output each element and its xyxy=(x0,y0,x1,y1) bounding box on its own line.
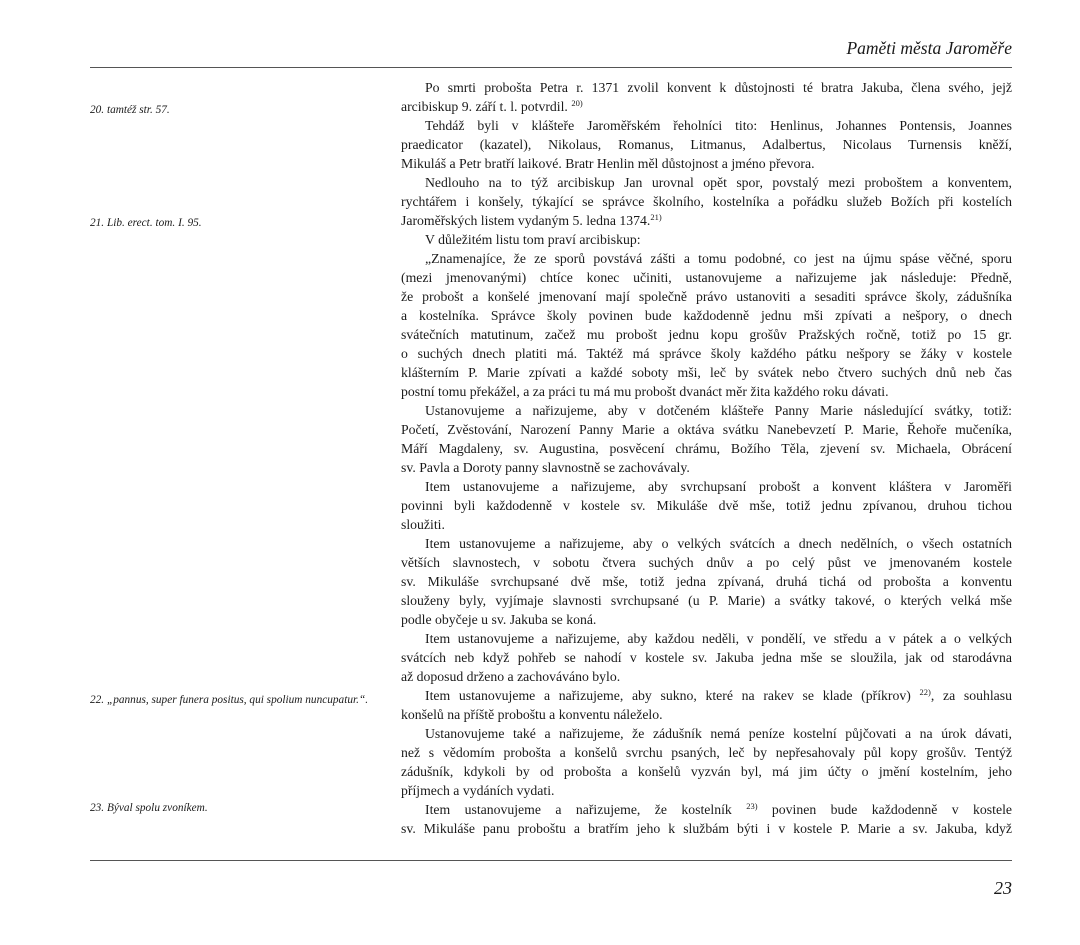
text-segment: Item ustanovujeme a nařizujeme, aby sukno, které na rakev se klade (příkrov) xyxy=(425,688,911,703)
body-text xyxy=(401,78,1012,838)
text-line: než s vědomím probošta a konšelů svrchu psaných, leč by nepřesahovaly půl kopy grošův. Tentýž xyxy=(401,745,1012,760)
text-line: svátcích neb když pohřeb se nahodí v kostele sv. Jakuba jedna mše se sloužila, jak od starodávna xyxy=(401,650,1012,665)
text-line: Ustanovujeme také a nařizujeme, že zádušník nemá peníze kostelní půjčovati a na úrok dávati, xyxy=(425,726,1012,741)
text-line: povinni byli každodenně v kostele sv. Mikuláše dvě mše, totiž jednu zpívanou, druhou tichou xyxy=(401,498,1012,513)
running-header-title: Paměti města Jaroměře xyxy=(846,38,1012,58)
text-line: až doposud drženo a zachováváno bylo. xyxy=(401,669,621,684)
text-line: o suchých dnech platiti má. Taktéž má správce školy každého pátku nešpory se žáky v kostele xyxy=(401,346,1012,361)
text-line xyxy=(401,800,1012,819)
text-line: Máří Magdaleny, sv. Augustina, posvěcení chrámu, Božího Těla, zjevení sv. Michaela, Obrácení xyxy=(401,441,1012,456)
footer-rule xyxy=(90,860,1012,861)
margin-note-23: 23. Býval spolu zvoníkem. xyxy=(90,802,208,814)
margin-note-22: 22. „pannus, super funera positus, qui spolium nuncupatur.“. xyxy=(90,694,369,706)
text-line: Nedlouho na to týž arcibiskup Jan urovnal opět spor, povstalý mezi proboštem a konventem, xyxy=(425,175,1012,190)
footnote-mark-23: 23) xyxy=(746,801,758,811)
margin-note-21: 21. Lib. erect. tom. I. 95. xyxy=(90,217,202,229)
text-line: Početí, Zvěstování, Narození Panny Marie a oktáva svátku Nanebevzetí P. Marie, Řehoře mučeníka, xyxy=(401,422,1012,437)
text-line: větších slavnostech, v sobotu čtvera suchých dnův a po celý půst ve jmenovaném kostele xyxy=(401,555,1012,570)
text-segment: povinen bude každodenně v kostele xyxy=(757,802,1012,817)
text-line: klášterním P. Marie zpívati a každé soboty mši, leč by svátek nebo čtvero suchých dnů neb čas xyxy=(401,365,1012,380)
header-rule xyxy=(90,67,1012,68)
text-line: Tehdáž byli v klášteře Jaroměřském řeholníci tito: Henlinus, Johannes Pontensis, Joannes xyxy=(425,118,1012,133)
text-line: podle obyčeje u sv. Jakuba se koná. xyxy=(401,612,597,627)
footnote-mark-22: 22) xyxy=(919,687,931,697)
text-line: Ustanovujeme a nařizujeme, aby v dotčeném klášteře Panny Marie následující svátky, totiž: xyxy=(425,403,1012,418)
text-line: svátečních matutinum, začež mu probošt jednu kopu grošův Pražských ročně, totiž po 15 gr. xyxy=(401,327,1012,342)
page-number: 23 xyxy=(994,878,1012,898)
footnote-mark-21: 21) xyxy=(650,212,662,222)
text-segment: Item ustanovujeme a nařizujeme, že kostelník xyxy=(425,802,732,817)
text-line: praedicator (kazatel), Nikolaus, Romanus, Litmanus, Adalbertus, Nicolaus Turnensis kněží, xyxy=(401,137,1012,152)
text-line: příjmech a vydáních vydati. xyxy=(401,783,555,798)
text-line: Item ustanovujeme a nařizujeme, aby svrchupsaní probošt a konvent kláštera v Jaroměři xyxy=(425,479,1012,494)
text-line: Po smrti probošta Petra r. 1371 zvolil konvent k důstojnosti té bratra Jakuba, člena svého, jejž xyxy=(425,80,1012,95)
text-line: sv. Mikuláše panu proboštu a bratřím jeho k službám býti i v kostele P. Marie a sv. Jakuba, když xyxy=(401,821,1012,836)
text-line: sv. Pavla a Doroty panny slavnostně se zachovávaly. xyxy=(401,460,690,475)
text-line xyxy=(401,97,1012,116)
text-line: a kostelníka. Správce školy povinen bude každodenně jednu mši zpívati a nešpory, o dnech xyxy=(401,308,1012,323)
text-line: konšelů na příště proboštu a konventu náleželo. xyxy=(401,707,663,722)
margin-note-20: 20. tamtéž str. 57. xyxy=(90,104,170,116)
text-segment: arcibiskup 9. září t. l. potvrdil. xyxy=(401,99,568,114)
text-line: sloužiti. xyxy=(401,517,445,532)
text-line xyxy=(401,211,1012,230)
text-line: (mezi jmenovanými) chtíce konec učiniti, ustanovujeme a nařizujeme jak následuje: Předně, xyxy=(401,270,1012,285)
text-line: že probošt a konšelé jmenovaní mají společně právo ustanoviti a sesaditi správce školy, zádušníka xyxy=(401,289,1012,304)
text-line: slouženy byly, vyjímaje slavnosti svrchupsané (u P. Marie) a svátky takové, o kterých velká mše xyxy=(401,593,1012,608)
text-line: sv. Mikuláše svrchupsané dvě mše, totiž jedna zpívaná, druhá tichá od probošta a konventu xyxy=(401,574,1012,589)
text-line: Mikuláš a Petr bratří laikové. Bratr Henlin měl důstojnost a jméno převora. xyxy=(401,156,815,171)
text-segment: Jaroměřských listem vydaným 5. ledna 1374. xyxy=(401,213,651,228)
text-line: postní tomu překážel, a za práci tu má mu probošt dvanáct měr žita každého roku dávati. xyxy=(401,384,889,399)
text-line xyxy=(401,686,1012,705)
text-line: zádušník, kdykoli by od probošta a konšelů vyzván byl, má jim účty o jmění kostelním, jeho xyxy=(401,764,1012,779)
text-line: Item ustanovujeme a nařizujeme, aby každou neděli, v pondělí, ve středu a v pátek a o velkých xyxy=(425,631,1012,646)
text-line: „Znamenajíce, že ze sporů povstává zášti a tomu podobné, co jest na újmu spáse věčné, sporu xyxy=(425,251,1012,266)
text-line: V důležitém listu tom praví arcibiskup: xyxy=(425,232,641,247)
text-line: rychtářem i konšely, týkající se správce školního, kostelníka a pořádku služeb Božích při kostelích xyxy=(401,194,1012,209)
text-segment: , za souhlasu xyxy=(930,688,1012,703)
footnote-mark-20: 20) xyxy=(571,98,583,108)
text-line: Item ustanovujeme a nařizujeme, aby o velkých svátcích a dnech nedělních, o všech ostatních xyxy=(425,536,1012,551)
